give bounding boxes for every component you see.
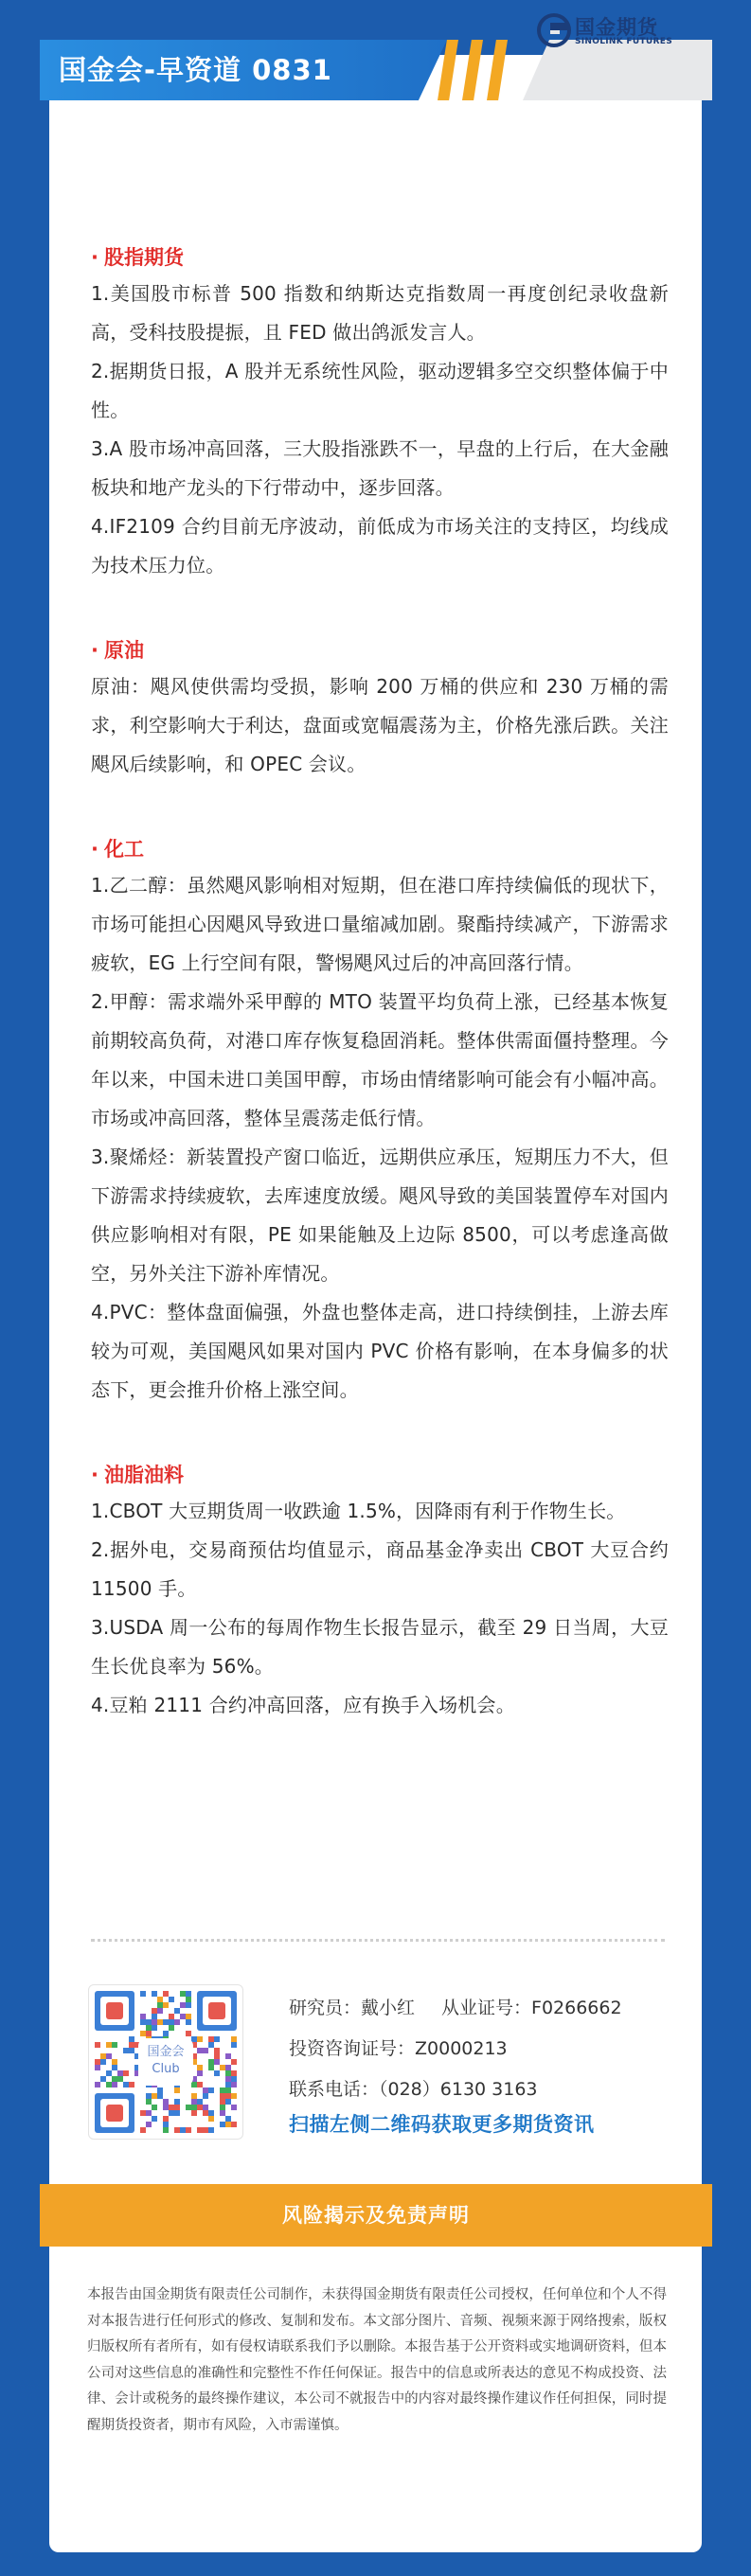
bullet-dot-icon: · (91, 246, 98, 269)
scan-qr-hint: 扫描左侧二维码获取更多期货资讯 (289, 2113, 595, 2136)
section-title: · 原油 (91, 633, 669, 667)
qr-center-line: Club (152, 2062, 180, 2076)
paragraph: 3.USDA 周一公布的每周作物生长报告显示，截至 29 日当周，大豆生长优良率为 56%。 (91, 1616, 669, 1678)
logo-bg (523, 40, 712, 100)
header-banner (40, 40, 712, 100)
report-content (91, 240, 669, 1773)
qr-code[interactable] (88, 1984, 243, 2140)
consult-license: 投资咨询证号：Z0000213 (289, 2038, 508, 2059)
contact-row (289, 1988, 622, 2029)
bullet-dot-icon: · (91, 1464, 98, 1486)
paragraph: 4.PVC：整体盘面偏强，外盘也整体走高，进口持续倒挂，上游去库较为可观，美国飓风如果对国内 PVC 价格有影响，在本身偏多的状态下，更会推升价格上涨空间。 (91, 1301, 669, 1401)
risk-disclaimer-title: 风险揭示及免责声明 (40, 2184, 712, 2247)
banner-stripe (487, 40, 508, 100)
section-stock-index-futures (91, 240, 669, 585)
banner-stripe (462, 40, 483, 100)
logo-text-cn: 国金期货 (575, 16, 658, 39)
paragraph: 2.据外电，交易商预估均值显示，商品基金净卖出 CBOT 大豆合约 11500 手。 (91, 1538, 669, 1600)
section-oils-oilseeds (91, 1458, 669, 1725)
contact-info (289, 1988, 622, 2110)
dotted-divider (91, 1939, 665, 1942)
section-title: · 化工 (91, 832, 669, 866)
section-title: · 油脂油料 (91, 1458, 669, 1492)
sinolink-logo-icon (537, 13, 571, 47)
bullet-dot-icon: · (91, 639, 98, 662)
paragraph: 3.A 股市场冲高回落，三大股指涨跌不一，早盘的上行后，在大金融板块和地产龙头的下行带动中，逐步回落。 (91, 437, 669, 499)
paragraph: 2.甲醇：需求端外采甲醇的 MTO 装置平均负荷上涨，已经基本恢复前期较高负荷，对港口库存恢复稳固消耗。整体供需面僵持整理。今年以来，中国未进口美国甲醇，市场由情绪影响可能会有小幅冲高。市场或冲高回落，整体呈震荡走低行情。 (91, 990, 669, 1129)
paragraph: 4.豆粕 2111 合约冲高回落，应有换手入场机会。 (91, 1694, 515, 1716)
paragraph: 1.美国股市标普 500 指数和纳斯达克指数周一再度创纪录收盘新高，受科技股提振，且 FED 做出鸽派发言人。 (91, 282, 669, 344)
section-title: · 股指期货 (91, 240, 669, 275)
qr-center-label (138, 2038, 193, 2086)
paragraph: 1.CBOT 大豆期货周一收跌逾 1.5%，因降雨有利于作物生长。 (91, 1500, 626, 1522)
paragraph: 1.乙二醇：虽然飓风影响相对短期，但在港口库持续偏低的现状下，市场可能担心因飓风导致进口量缩减加剧。聚酯持续减产，下游需求疲软，EG 上行空间有限，警惕飓风过后的冲高回落行情。 (91, 874, 669, 974)
contact-phone[interactable]: 联系电话：（028）6130 3163 (289, 2079, 538, 2100)
researcher-name: 研究员：戴小红 (289, 1998, 416, 2018)
disclaimer-text: 本报告由国金期货有限责任公司制作，未获得国金期货有限责任公司授权，任何单位和个人不得对本报告进行任何形式的修改、复制和发布。本文部分图片、音频、视频来源于网络搜索，版权归版权所有者所有，如有侵权请联系我们予以删除。本报告基于公开资料或实地调研资料，但本公司对这些信息的准确性和完整性不作任何保证。报告中的信息或所表达的意见不构成投资、法律、会计或税务的最终操作建议，本公司不就报告中的内容对最终操作建议作任何担保，同时提醒期货投资者，期市有风险，入市需谨慎。 (87, 2287, 667, 2433)
logo-text-en: SINOLINK FUTURES (575, 37, 672, 46)
paragraph: 3.聚烯烃：新装置投产窗口临近，远期供应承压，短期压力不大，但下游需求持续疲软，去库速度放缓。飓风导致的美国装置停车对国内供应影响相对有限，PE 如果能触及上边际 8500，可以考虑逢高做空，另外关注下游补库情况。 (91, 1146, 669, 1285)
paragraph: 原油：飓风使供需均受损，影响 200 万桶的供应和 230 万桶的需求，利空影响大于利达，盘面或宽幅震荡为主，价格先涨后跌。关注飓风后续影响，和 OPEC 会议。 (91, 675, 669, 775)
paragraph: 4.IF2109 合约目前无序波动，前低成为市场关注的支持区，均线成为技术压力位。 (91, 515, 669, 577)
section-crude-oil (91, 633, 669, 784)
bullet-dot-icon: · (91, 838, 98, 861)
paragraph: 2.据期货日报，A 股并无系统性风险，驱动逻辑多空交织整体偏于中性。 (91, 360, 669, 421)
qr-center-line: 国金会 (147, 2045, 185, 2059)
page-title: 国金会-早资道 0831 (59, 54, 332, 86)
section-chemicals (91, 832, 669, 1410)
license-number: 从业证号：F0266662 (441, 1998, 622, 2018)
